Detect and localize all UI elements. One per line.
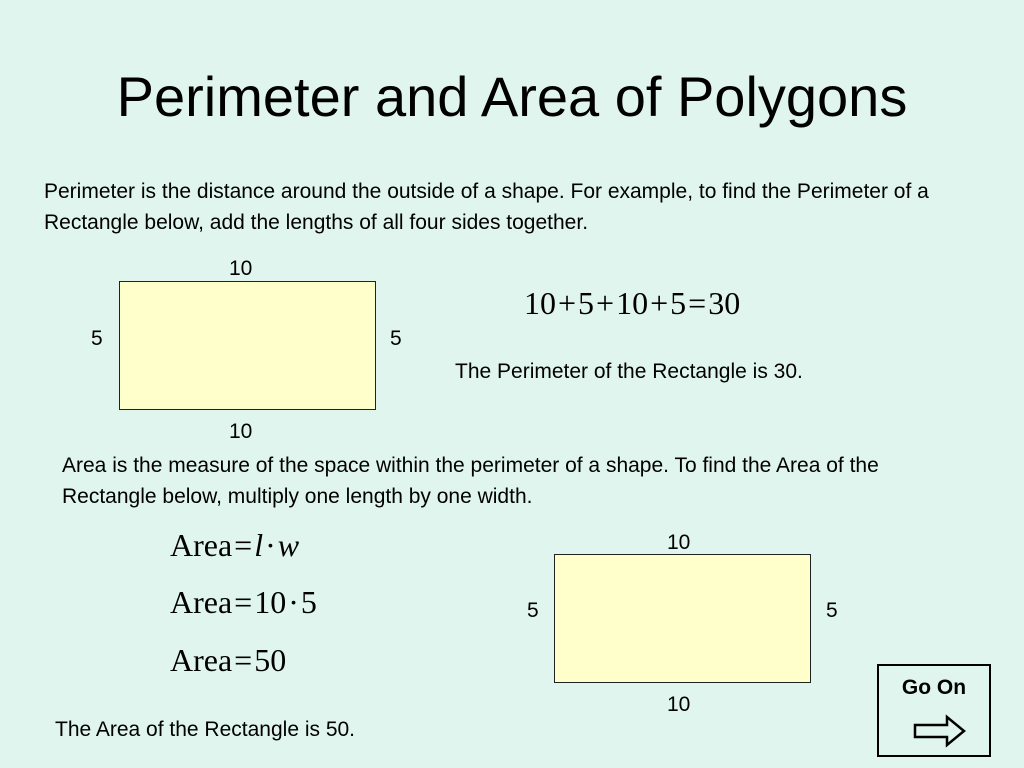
perimeter-rect-bottom-label: 10 (229, 420, 253, 443)
area-rect-right-label: 5 (826, 599, 838, 622)
area-intro-text: Area is the measure of the space within the perimeter of a shape. To find the Area of the Rectangle below, multiply one length by one width. (62, 454, 879, 508)
area-word: Area (170, 642, 233, 678)
area-equation-1 (170, 525, 299, 565)
plus-sign: + (596, 285, 615, 321)
perimeter-equation (524, 283, 740, 323)
perimeter-result-text: The Perimeter of the Rectangle is 30. (455, 360, 803, 383)
equals-sign: = (234, 642, 253, 678)
area-word: Area (170, 527, 233, 563)
equals-sign: = (234, 584, 253, 620)
area-word: Area (170, 584, 233, 620)
area-rect-bottom-label: 10 (667, 693, 691, 716)
length-value: 10 (254, 584, 287, 620)
width-value: 5 (300, 584, 317, 620)
plus-sign: + (558, 285, 577, 321)
equals-sign: = (688, 285, 707, 321)
area-equation-2 (170, 582, 317, 622)
plus-sign: + (650, 285, 669, 321)
area-rect-top-label: 10 (667, 531, 691, 554)
equation-term: 10 (616, 285, 649, 321)
perimeter-rect-top-label: 10 (229, 257, 253, 280)
area-value: 50 (254, 642, 287, 678)
slide-title: Perimeter and Area of Polygons (116, 65, 908, 128)
area-equation-3 (170, 640, 286, 680)
area-rect-left-label: 5 (527, 599, 539, 622)
multiply-dot: · (288, 584, 299, 620)
perimeter-rect-left-label: 5 (91, 327, 103, 350)
perimeter-intro-text: Perimeter is the distance around the outside of a shape. For example, to find the Perimeter of a Rectangle below, add the lengths of all four sides together. (44, 180, 929, 234)
width-variable: w (277, 527, 300, 563)
area-result-text: The Area of the Rectangle is 50. (55, 718, 356, 741)
area-rectangle (554, 554, 811, 683)
go-on-button[interactable] (877, 664, 991, 757)
right-arrow-icon (913, 714, 967, 748)
multiply-dot: · (265, 527, 276, 563)
equation-result: 30 (708, 285, 741, 321)
equation-term: 10 (524, 285, 556, 321)
length-variable: l (254, 527, 264, 563)
go-on-label: Go On (901, 676, 967, 699)
equals-sign: = (234, 527, 253, 563)
equation-term: 5 (670, 285, 687, 321)
equation-term: 5 (578, 285, 595, 321)
perimeter-rectangle (119, 281, 376, 410)
perimeter-rect-right-label: 5 (390, 327, 402, 350)
